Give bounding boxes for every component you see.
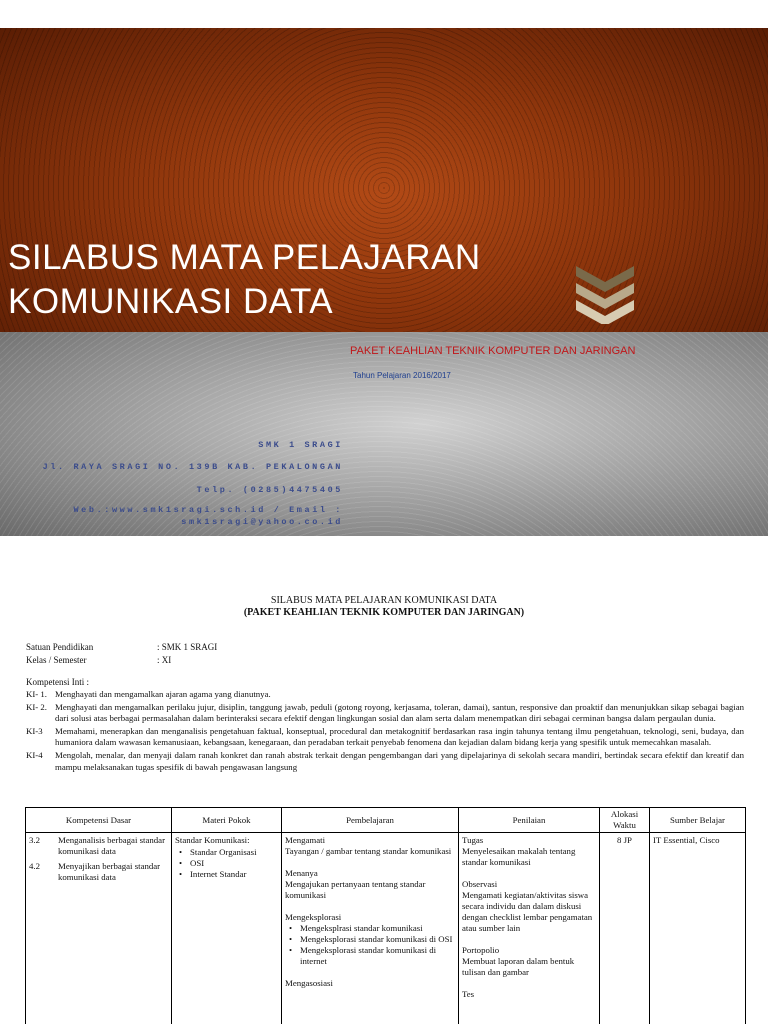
block-text: Tayangan / gambar tentang standar komunikasi: [285, 846, 452, 856]
cover-email: smk1sragi@yahoo.co.id: [181, 517, 343, 527]
eksplorasi-list: [285, 923, 455, 967]
block-heading: Mengamati: [285, 835, 326, 845]
cover-paket-keahlian: PAKET KEAHLIAN TEKNIK KOMPUTER DAN JARINGAN: [350, 345, 636, 357]
kd-text: Menyajikan berbagai standar komunikasi data: [58, 861, 161, 882]
silabus-table: [25, 807, 746, 1024]
materi-list: [175, 847, 278, 880]
cell-materi-pokok: [172, 833, 282, 1024]
pembelajaran-mengasosiasi: [285, 978, 455, 989]
penilaian-portopolio: [462, 945, 596, 978]
block-heading: Portopolio: [462, 945, 500, 955]
cell-kompetensi-dasar: [26, 833, 172, 1024]
table-header-row: [26, 808, 746, 833]
block-text: Mengamati kegiatan/aktivitas siswa secara individu dan dalam diskusi dengan checklist lembar pengamatan atau sumber lain: [462, 890, 593, 933]
block-text: Mengajukan pertanyaan tentang standar komunikasi: [285, 879, 426, 900]
cover-banner: [0, 28, 768, 332]
kd-item: [29, 835, 168, 857]
document-title: [0, 595, 768, 619]
ki-code: KI- 1.: [26, 689, 48, 699]
meta-label: Satuan Pendidikan: [26, 642, 94, 652]
block-heading: Menanya: [285, 868, 318, 878]
cover-school-name: SMK 1 SRAGI: [258, 440, 343, 450]
chevron-logo-icon: [574, 264, 636, 324]
ki-text: Menghayati dan mengamalkan perilaku jujur, disiplin, tanggung jawab, peduli (gotong royong, kerjasama, toleran, damai), santun, responsive dan proaktif dan menunjukkan sikap sebagai bagian dari solusi atas berbagai permasalahan dalam berinteraksi secara efektif dengan lingkungan sosial dan alam serta dalam menempatkan diri sebagai cerminan bangsa dalam pergaulan dunia.: [55, 701, 744, 724]
block-heading: Tugas: [462, 835, 484, 845]
ki-code: KI- 2.: [26, 701, 48, 712]
cover-tahun-pelajaran: Tahun Pelajaran 2016/2017: [353, 371, 451, 380]
ki-text: Menghayati dan mengamalkan ajaran agama yang dianutnya.: [55, 689, 271, 699]
document-title-line-1: SILABUS MATA PELAJARAN KOMUNIKASI DATA: [270, 595, 498, 606]
kd-text: Menganalisis berbagai standar komunikasi data: [58, 835, 165, 856]
ki-text: Mengolah, menalar, dan menyaji dalam ranah konkret dan ranah abstrak terkait dengan pengembangan dari yang dipelajarinya di sekolah secara mandiri, bertindak secara efektif dan kreatif dan mampu melaksanakan tugas spesifik di bawah pengawasan langsung: [55, 749, 744, 772]
ki-code: KI-3: [26, 725, 43, 736]
table-row: [26, 833, 746, 1024]
list-item: • Mengeksplorasi standar komunikasi di OSI: [289, 934, 455, 945]
list-item: • Mengeksplrasi standar komunikasi: [289, 923, 455, 934]
block-heading: Observasi: [462, 879, 498, 889]
list-item: • OSI: [179, 858, 278, 869]
cover-title-line-2: KOMUNIKASI DATA: [8, 282, 334, 321]
cover-address: Jl. RAYA SRAGI NO. 139B KAB. PEKALONGAN: [42, 462, 343, 472]
ki-item: [26, 750, 744, 773]
ki-item: [26, 702, 744, 725]
cell-pembelajaran: [282, 833, 459, 1024]
pembelajaran-mengeksplorasi: [285, 912, 455, 967]
materi-title: Standar Komunikasi:: [175, 835, 250, 845]
ki-text: Memahami, menerapkan dan menganalisis pengetahuan faktual, konseptual, procedural dan metakognitif berdasarkan rasa ingin tahunya tentang ilmu pengetahuan, teknologi, seni, budaya, dan humaniora dalam wawasan kemanusiaan, kebangsaan, kenegaraan, dan peradaban terkait penyebab fenomena dan kejadian dalam bidang kerja yang spesifik untuk memecahkan masalah.: [55, 725, 744, 748]
kd-item: [29, 861, 168, 883]
penilaian-tes: [462, 989, 596, 1000]
list-item: • Standar Organisasi: [179, 847, 278, 858]
penilaian-observasi: [462, 879, 596, 934]
column-header-materi-pokok: Materi Pokok: [172, 808, 282, 833]
pembelajaran-menanya: [285, 868, 455, 901]
cover-phone: Telp. (0285)4475405: [196, 485, 343, 495]
block-heading: Mengeksplorasi: [285, 912, 342, 922]
column-header-pembelajaran: Pembelajaran: [282, 808, 459, 833]
column-header-alokasi-waktu: Alokasi Waktu: [600, 808, 650, 833]
cell-penilaian: [459, 833, 600, 1024]
document-title-line-2: (PAKET KEAHLIAN TEKNIK KOMPUTER DAN JARINGAN): [243, 607, 525, 618]
list-item: • Internet Standar: [179, 869, 278, 880]
kd-number: 4.2: [29, 861, 40, 871]
cover-title-line-1: SILABUS MATA PELAJARAN: [8, 238, 481, 277]
column-header-penilaian: Penilaian: [459, 808, 600, 833]
column-header-kompetensi-dasar: Kompetensi Dasar: [26, 808, 172, 833]
kd-number: 3.2: [29, 835, 40, 845]
cover-info-panel: [0, 332, 768, 536]
ki-item: [26, 726, 744, 749]
column-header-sumber-belajar: Sumber Belajar: [650, 808, 746, 833]
penilaian-tugas: [462, 835, 596, 868]
kompetensi-inti-list: [26, 689, 744, 774]
list-item: • Mengeksplorasi standar komunikasi di internet: [289, 945, 455, 967]
cell-sumber-belajar: IT Essential, Cisco: [650, 833, 746, 1024]
pembelajaran-mengamati: [285, 835, 455, 857]
cover-website: Web.:www.smk1sragi.sch.id / Email :: [73, 505, 343, 515]
block-text: Membuat laporan dalam bentuk tulisan dan gambar: [462, 956, 575, 977]
block-text: Menyelesaikan makalah tentang standar komunikasi: [462, 846, 576, 867]
ki-item: [26, 689, 744, 701]
block-heading: Mengasosiasi: [285, 978, 333, 988]
cover-title: [8, 236, 548, 324]
meta-value: : XI: [157, 655, 172, 665]
block-heading: Tes: [462, 989, 475, 999]
ki-code: KI-4: [26, 749, 43, 760]
cell-alokasi-waktu: 8 JP: [600, 833, 650, 1024]
meta-value: : SMK 1 SRAGI: [157, 642, 218, 652]
kompetensi-inti-heading: Kompetensi Inti :: [26, 677, 89, 687]
meta-label: Kelas / Semester: [26, 655, 87, 665]
